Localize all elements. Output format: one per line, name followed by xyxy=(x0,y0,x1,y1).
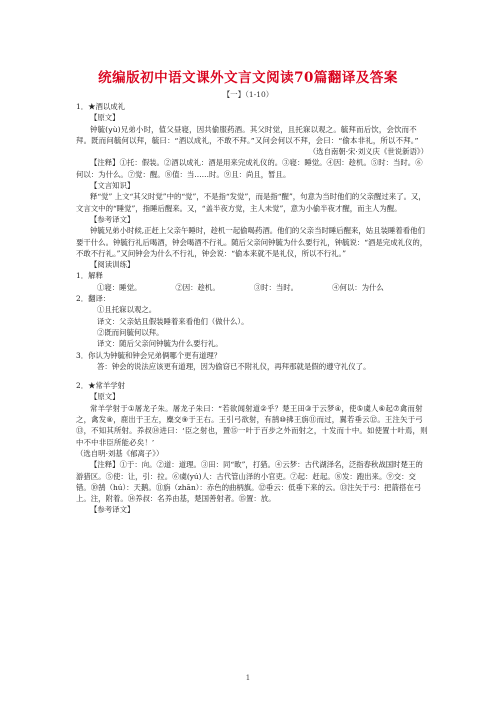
exercise-q1: 1．解释 xyxy=(76,271,103,281)
translation-text: 钟毓兄弟小时候,正赶上父亲午睡时，趁机一起偷喝药酒。他们的父亲当时睡后醒来，姑且装睡着看他们要干什么。钟毓行礼后喝酒，钟会喝酒不行礼。随后父亲问钟毓为什么要行礼，钟毓说：“酒是完成礼仪的，不敢不行礼。”又问钟会为什么不行礼，钟会说：“偷本来就不是礼仪，所以不行礼。” xyxy=(76,226,428,258)
section-label-original: 【原文】 xyxy=(90,392,120,402)
section-label-original: 【原文】 xyxy=(90,113,120,123)
document-body xyxy=(76,101,428,516)
spacer xyxy=(76,372,428,380)
vocab-answer: ③时：当时。 xyxy=(253,282,299,292)
section-label-translation: 【参考译文】 xyxy=(90,214,135,224)
exercise-q3: 3．你认为钟毓和钟会兄弟俩哪个更有道理？ xyxy=(76,350,222,360)
knowledge-text: 释“觉” 上文“其父时觉”中的“觉”，不是指“发觉”，而是指“醒”，句意为当时他们的父亲醒过来了。又，文言文中的“睡觉”，指睡后醒来。又，“盖半夜方觉，主人未觉”，意为小偷半夜才醒，而主人为醒。 xyxy=(76,192,426,213)
vocab-answer: ①寝：睡觉。 xyxy=(97,282,142,292)
section-label-exercise: 【阅读训练】 xyxy=(90,260,135,270)
original-text: 钟毓(yù)兄弟小时，值父昼寝，因共偷服药酒。其父时觉，且托寐以观之。毓拜而后饮，会饮而不拜。既而问毓何以拜，毓曰：“酒以成礼，不敢不拜。”又问会何以不拜，会曰：“偷本非礼，所以不拜。” xyxy=(76,124,419,145)
annotations: 【注释】①托：假装。②酒以成礼：酒是用来完成礼仪的。③寝：睡觉。④因：趁机。⑤时：当时。⑥何以：为什么。⑦觉：醒。⑧值：当……时。⑨且：尚且，暂且。 xyxy=(76,158,423,179)
exercise-translation: 译文：随后父亲问钟毓为什么要行礼。 xyxy=(97,339,223,349)
section-heading: 【一】（1-10） xyxy=(222,90,274,99)
vocab-answer: ④何以：为什么 xyxy=(332,282,384,292)
exercise-answer: 答：钟会的说法应该更有道理，因为偷窃已不附礼仪，再拜那就是假的遵守礼仪了。 xyxy=(97,361,371,371)
source-citation: （选自明·刘基《郁离子》） xyxy=(76,448,164,458)
article-heading: 1．★酒以成礼 xyxy=(76,102,126,111)
exercise-translation: 译文：父亲姑且假装睡着来看他们（做什么）。 xyxy=(97,316,249,326)
vocab-answers xyxy=(76,282,428,293)
article-heading: 2．★常羊学射 xyxy=(76,381,126,391)
exercise-sentence: ①且托寐以观之。 xyxy=(97,305,157,315)
vocab-answer: ②因：趁机。 xyxy=(175,282,220,292)
exercise-q2: 2．翻译： xyxy=(76,294,111,304)
exercise-sentence: ②既而问毓何以拜。 xyxy=(97,327,164,337)
section-label-knowledge: 【文言知识】 xyxy=(90,181,135,191)
section-label-translation: 【参考译文】 xyxy=(90,505,135,515)
source-citation: （选自南朝·宋·刘义庆《世说新语》） xyxy=(308,147,428,157)
page-number: 1 xyxy=(245,674,251,682)
original-text: 常羊学射于①屠龙子朱。屠龙子朱曰：“若欲闻射道②乎？楚王田③于云梦④，使⑤虞人⑥起⑦禽而射之，禽发⑧，鹿出于王左，麋交⑨于王右。王引弓欲射，有鹄⑩拂王旃⑪而过，翼若垂云⑫。王注矢于弓⑬，不知其所射。养叔⑭进曰：‘臣之射也，置⑮一叶于百步之外而射之，十发而十中。如使置十叶焉，则中不中非臣所能必矣！’ xyxy=(76,403,428,447)
annotations: 【注释】①于：向。②道：道理。③田：同“畋”，打猎。④云梦：古代湖泽名，泛指春秋战国时楚王的游猎区。⑤使：让，引：拉。⑥虞(yú)人：古代管山泽的小官吏。⑦起：赶起。⑧发：跑出来。⑨交：交错。⑩鹄（hú）：天鹅。⑪旃（zhān）：赤色的曲柄旗。⑫垂云：低垂下来的云。⑬注矢于弓：把箭搭在弓上。注，附着。⑭养叔：名养由基，楚国善射者。⑮置：放。 xyxy=(76,460,423,504)
document-title: 统编版初中语文课外文言文阅读70篇翻译及答案 xyxy=(98,70,398,86)
